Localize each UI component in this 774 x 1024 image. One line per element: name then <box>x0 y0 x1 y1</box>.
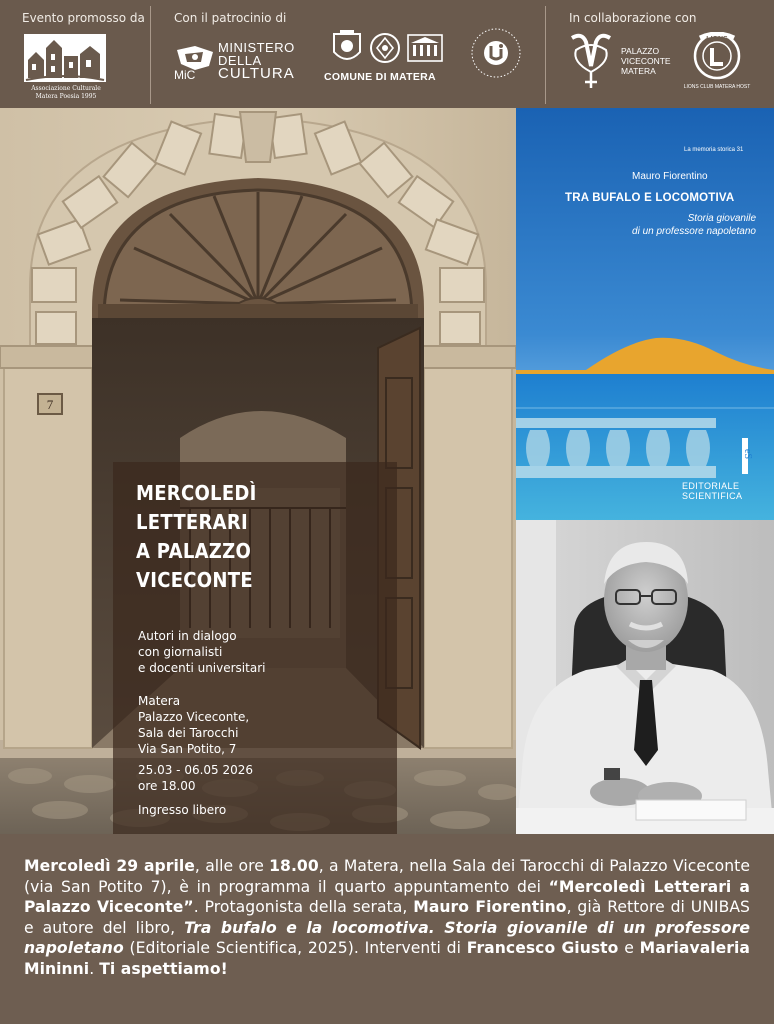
association-caption-line: Associazione Culturale <box>31 85 101 92</box>
pv-line: MATERA <box>621 66 656 76</box>
event-title-line: A PALAZZO <box>136 539 252 563</box>
association-caption <box>20 85 112 101</box>
book-cover <box>516 108 774 520</box>
palazzo-doorway-photo <box>0 108 516 834</box>
lions-club-logo <box>690 32 744 84</box>
ministry-line: DELLA <box>218 53 262 68</box>
description-text: , a Matera, nella Sala dei Tarocchi di Palazzo Viceconte (via San Potito 7), è in programma il quarto appuntamento dei <box>24 857 750 896</box>
event-info-panel <box>113 462 397 834</box>
description-author: Mauro Fiorentino <box>413 898 567 916</box>
author-portrait-photo <box>516 520 774 834</box>
description-book-title: Tra bufalo e la locomotiva. Storia giovanile di un professore napoletano <box>24 918 750 957</box>
publisher-line: SCIENTIFICA <box>682 491 743 501</box>
description-closing: Ti aspettiamo! <box>99 959 228 978</box>
sponsor-header <box>0 0 774 108</box>
event-subtitle <box>138 628 265 676</box>
ministry-line: CULTURA <box>218 65 295 82</box>
author-portrait <box>516 520 774 834</box>
book-series: La memoria storica 31 <box>684 147 744 153</box>
lions-wordmark: LIONS <box>706 36 728 43</box>
description-text: . Protagonista della serata, <box>193 898 414 916</box>
svg-text:eS: eS <box>742 449 753 459</box>
event-title-line: VICECONTE <box>136 568 253 592</box>
ministry-name <box>218 41 295 80</box>
ministry-line: MINISTERO <box>218 40 295 55</box>
svg-text:7: 7 <box>46 397 54 412</box>
event-subtitle-line: e docenti universitari <box>138 661 266 675</box>
description-text: , alle ore <box>194 857 270 875</box>
event-venue-line: Palazzo Viceconte, <box>138 710 250 724</box>
book-author: Mauro Fiorentino <box>632 171 708 182</box>
description-date: Mercoledì 29 aprile <box>24 857 195 875</box>
palazzo-viceconte-logo <box>568 32 614 90</box>
book-cover-art <box>516 108 774 520</box>
description-text: (Editoriale Scientifica, 2025). Interventi di <box>123 939 467 957</box>
book-publisher <box>682 481 742 501</box>
lions-caption: LIONS CLUB MATERA HOST <box>683 84 751 90</box>
description-text: , già Rettore di UNIBAS e autore del libro, <box>24 898 750 937</box>
palazzo-viceconte-name <box>621 46 671 76</box>
event-schedule <box>138 762 253 794</box>
event-title-line: LETTERARI <box>136 510 249 534</box>
pv-line: VICECONTE <box>621 56 671 66</box>
description-speaker: Mariavaleria Mininni <box>24 939 750 978</box>
event-title <box>136 479 356 595</box>
description-text: . <box>89 959 100 978</box>
description-time: 18.00 <box>269 857 319 875</box>
mic-label: MiC <box>174 68 196 82</box>
event-city: Matera <box>138 694 181 708</box>
book-subtitle <box>616 212 756 238</box>
publisher-line: EDITORIALE <box>682 481 740 491</box>
event-entry: Ingresso libero <box>138 803 227 817</box>
promoted-by-label: Evento promosso da <box>22 11 145 25</box>
event-subtitle-line: con giornalisti <box>138 645 223 659</box>
divider <box>545 6 546 104</box>
collaboration-label: In collaborazione con <box>569 11 697 25</box>
divider <box>150 6 151 104</box>
book-subtitle-line: Storia giovanile <box>687 213 756 224</box>
event-venue-line: Sala dei Tarocchi <box>138 726 239 740</box>
description-text: e <box>618 939 640 957</box>
event-description <box>24 856 750 1016</box>
description-series-name: “Mercoledì Letterari a Palazzo Viceconte” <box>24 877 751 916</box>
patronage-label: Con il patrocinio di <box>174 11 287 25</box>
university-seal-icon <box>470 27 522 79</box>
comune-label: COMUNE DI MATERA <box>324 71 436 83</box>
description-speaker: Francesco Giusto <box>466 939 619 957</box>
book-title: TRA BUFALO E LOCOMOTIVA <box>565 192 735 204</box>
event-venue <box>138 693 249 757</box>
event-dates: 25.03 - 06.05 2026 <box>138 763 254 777</box>
comune-matera-emblems <box>330 28 446 68</box>
pv-line: PALAZZO <box>621 46 660 56</box>
event-address: Via San Potito, 7 <box>138 742 237 756</box>
book-subtitle-line: di un professore napoletano <box>632 226 756 237</box>
event-title-line: MERCOLEDÌ <box>136 481 257 505</box>
association-caption-line: Matera Poesia 1995 <box>35 93 97 100</box>
event-subtitle-line: Autori in dialogo <box>138 629 237 643</box>
event-time: ore 18.00 <box>138 779 196 793</box>
